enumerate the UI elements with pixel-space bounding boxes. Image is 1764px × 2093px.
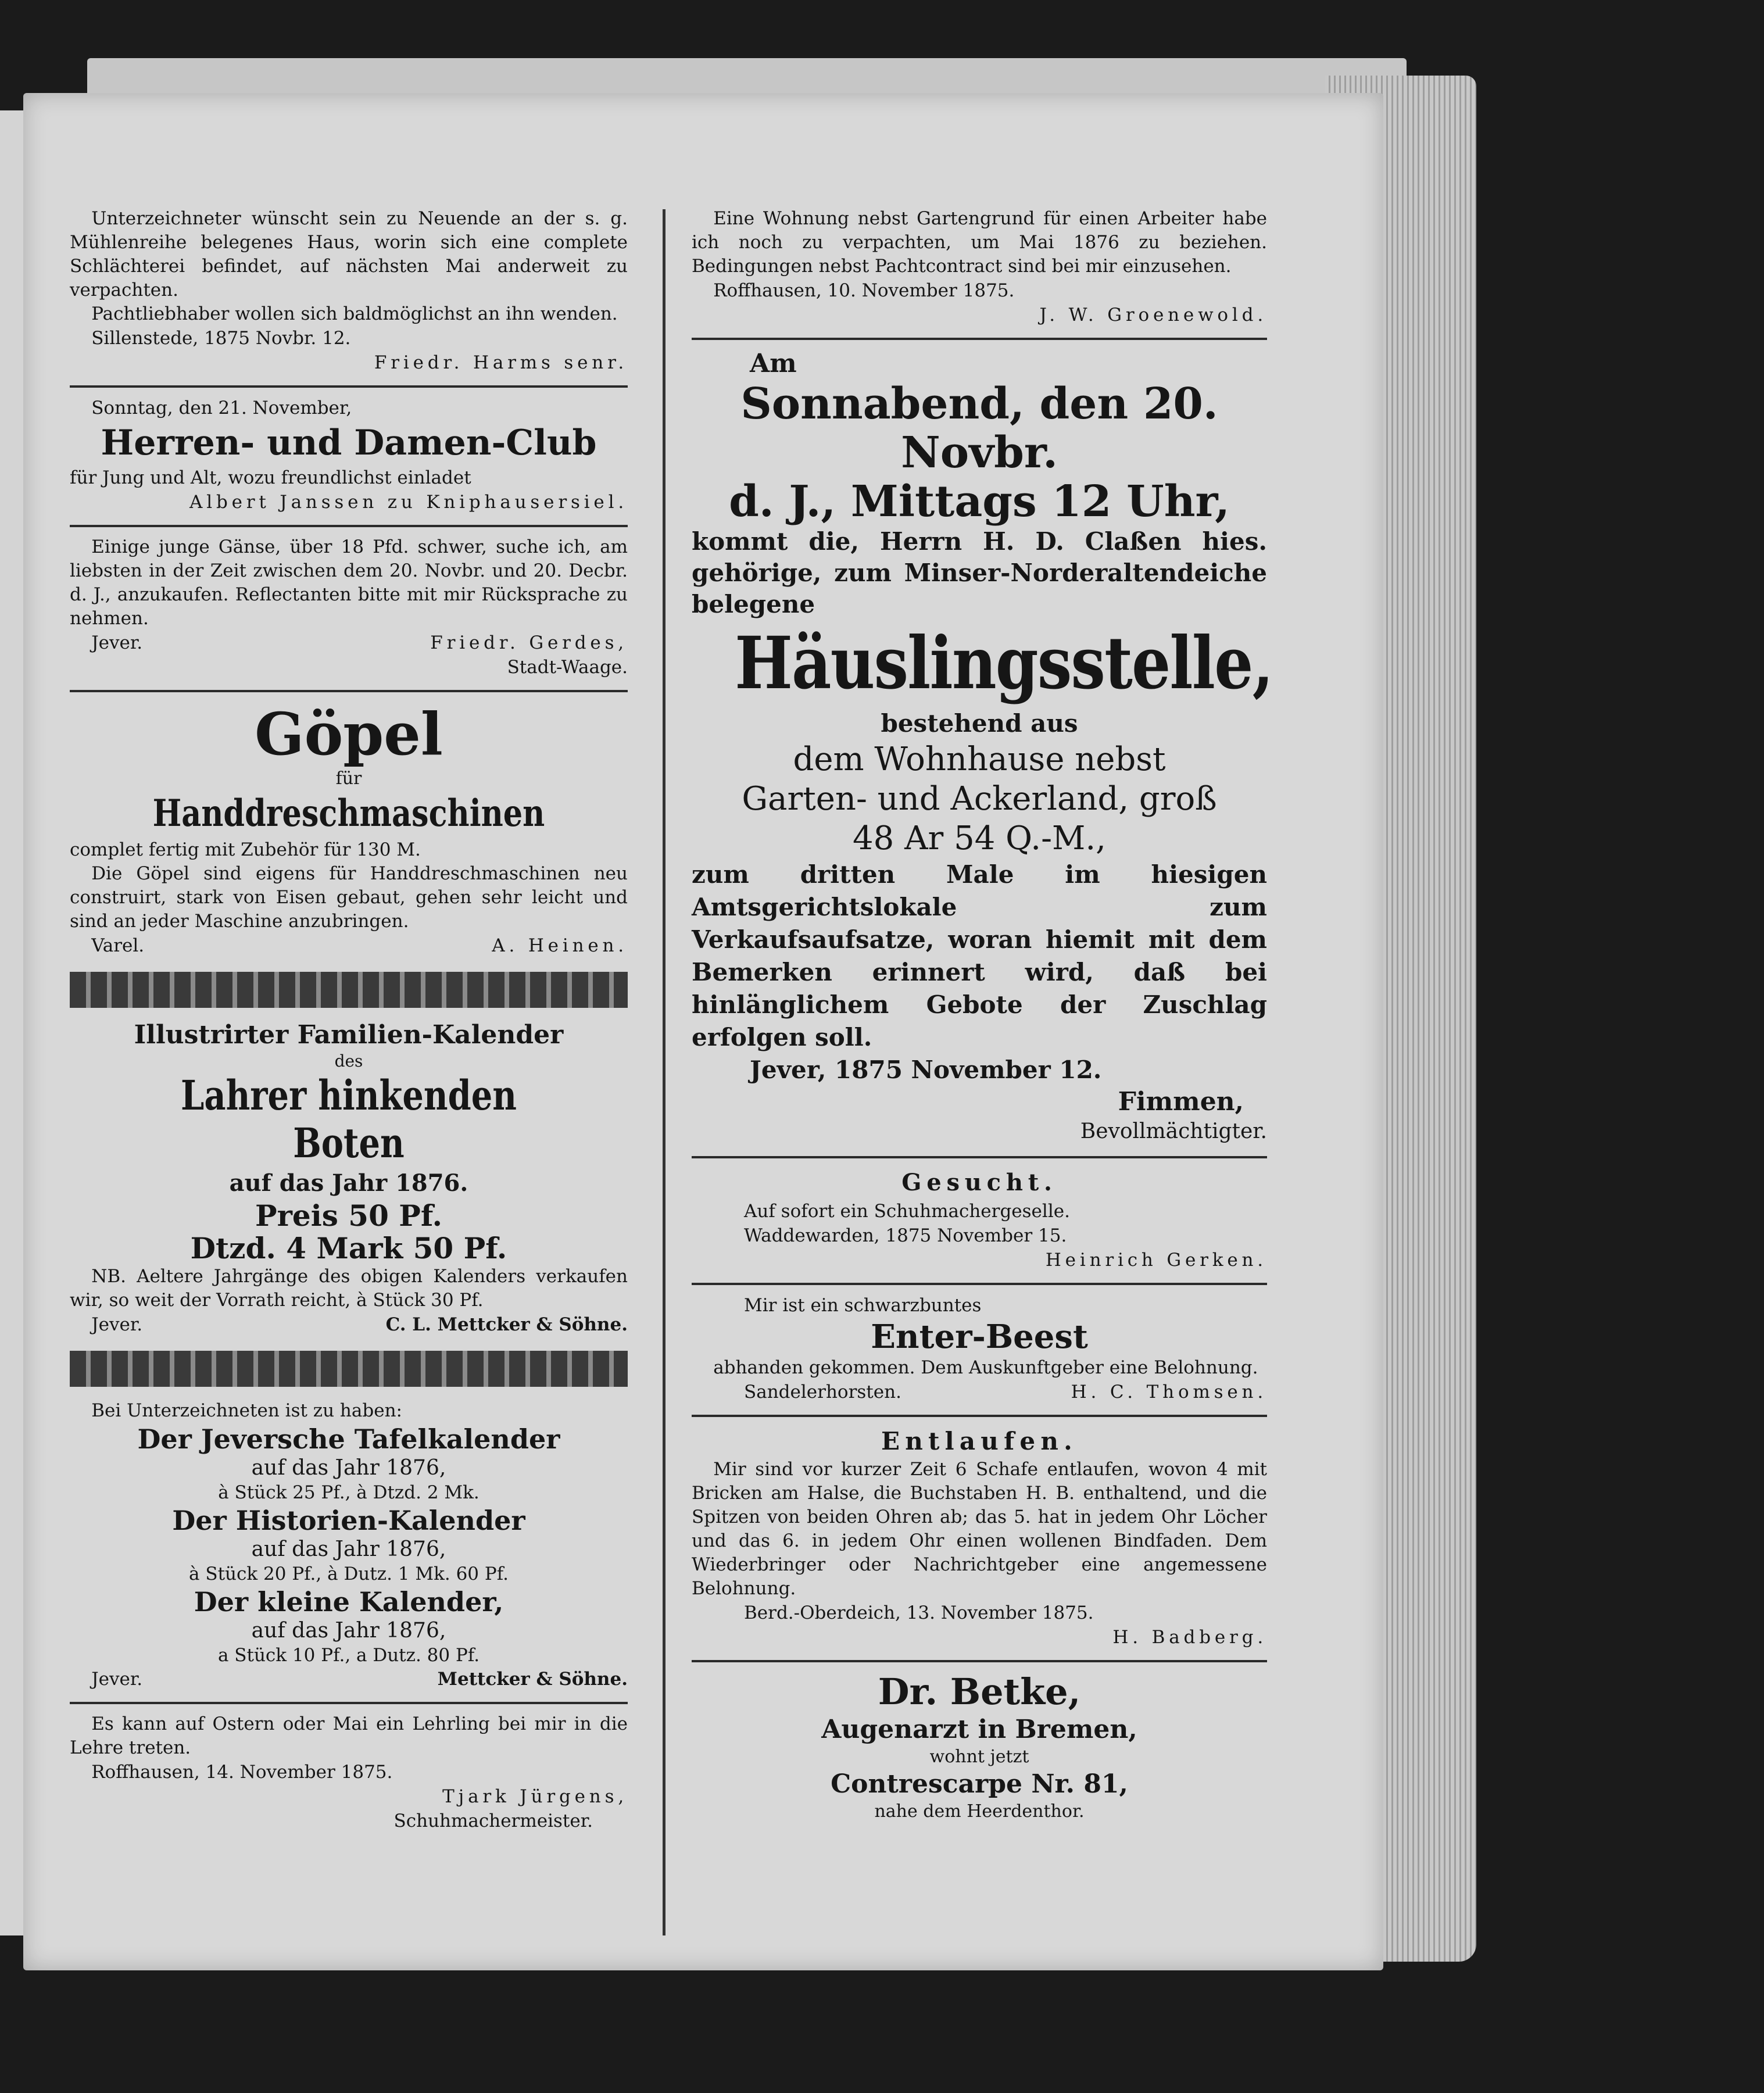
- ad-calendars-list: [70, 1395, 628, 1697]
- ad-line: Contrescarpe Nr. 81,: [831, 1769, 1128, 1799]
- ad-geese: [70, 532, 628, 685]
- ad-text: kommt die, Herrn H. D. Claßen hies. gehörige, zum Minser-Norderaltendeiche belegene: [692, 527, 1267, 618]
- ad-text: Auf sofort ein Schuhmachergeselle.: [744, 1201, 1070, 1222]
- ad-text: Es kann auf Ostern oder Mai ein Lehrling bei mir in die Lehre treten.: [70, 1713, 628, 1758]
- ad-note: NB. Aeltere Jahrgänge des obigen Kalenders verkaufen wir, so weit der Vorrath reicht, à Stück 30 Pf.: [70, 1266, 628, 1311]
- divider: [692, 1156, 1267, 1158]
- signature: Albert Janssen zu Kniphausersiel.: [189, 492, 628, 513]
- item-title: Der Jeversche Tafelkalender: [137, 1423, 560, 1455]
- divider: [70, 525, 628, 527]
- signature: J. W. Groenewold.: [1039, 305, 1267, 325]
- place: Jever.: [91, 1314, 143, 1335]
- item-year: auf das Jahr 1876,: [251, 1619, 446, 1643]
- ad-title: Göpel: [255, 700, 443, 768]
- price-line: Preis 50 Pf.: [255, 1198, 443, 1233]
- place: Jever.: [91, 1669, 143, 1690]
- divider: [692, 338, 1267, 340]
- ad-line: Garten- und Ackerland, groß: [742, 780, 1217, 818]
- ad-club: [70, 392, 628, 520]
- signature: Tjark Jürgens,: [442, 1786, 628, 1807]
- ad-headline: d. J., Mittags 12 Uhr,: [729, 477, 1230, 527]
- ad-goepel: [70, 697, 628, 964]
- item-title: Der Historien-Kalender: [172, 1505, 525, 1536]
- ad-text: Unterzeichneter wünscht sein zu Neuende an der s. g. Mühlenreihe belegenes Haus, worin sich eine complete Schlächterei befindet, auf nächsten Mai anderweit zu verpachten.: [70, 208, 628, 300]
- ad-apprentice: [70, 1709, 628, 1839]
- signature-title: Schuhmachermeister.: [393, 1811, 593, 1831]
- ad-text: Mir sind vor kurzer Zeit 6 Schafe entlaufen, wovon 4 mit Bricken am Halse, die Buchstaben H. B. enthaltend, und die Spitzen von beiden Ohren ab; das 5. hat in jedem Ohr Löcher und das 6. in jedem Ohr einen wollenen Bindfaden. Dem Wiederbringer oder Nachrichtgeber eine angemessene Belohnung.: [692, 1459, 1267, 1599]
- ad-title: Enter-Beest: [871, 1318, 1088, 1356]
- signature-title: Bevollmächtigter.: [1080, 1119, 1267, 1143]
- ad-text: zum dritten Male im hiesigen Amtsgerichtslokale zum Verkaufsaufsatze, woran hiemit mit dem Bemerken erinnert wird, daß bei hinlänglichem Gebote der Zuschlag erfolgen soll.: [692, 860, 1267, 1051]
- divider: [70, 690, 628, 692]
- divider: [70, 1702, 628, 1704]
- ad-line: Am: [750, 349, 797, 378]
- item-price: à Stück 20 Pf., à Dutz. 1 Mk. 60 Pf.: [189, 1564, 509, 1584]
- ad-text: Eine Wohnung nebst Gartengrund für einen Arbeiter habe ich noch zu verpachten, um Mai 1876 zu beziehen. Bedingungen nebst Pachtcontract sind bei mir einzusehen.: [692, 208, 1267, 277]
- place: Varel.: [91, 935, 145, 956]
- ad-text: Einige junge Gänse, über 18 Pfd. schwer, suche ich, am liebsten in der Zeit zwischen dem 20. Novbr. und 20. Decbr. d. J., anzukaufen. Reflectanten bitte mit mir Rücksprache zu nehmen.: [70, 536, 628, 629]
- ad-line: complet fertig mit Zubehör für 130 M.: [70, 839, 421, 860]
- item-year: auf das Jahr 1876,: [251, 1456, 446, 1480]
- ad-line: Mir ist ein schwarzbuntes: [744, 1295, 982, 1316]
- signature-title: Stadt-Waage.: [507, 657, 628, 678]
- ad-doctor: [692, 1667, 1267, 1829]
- ad-title: Illustrirter Familien-Kalender: [134, 1020, 564, 1050]
- price-line: Dtzd. 4 Mark 50 Pf.: [190, 1231, 507, 1265]
- ad-line: für Jung und Alt, wozu freundlichst einladet: [70, 467, 471, 488]
- place-date: Roffhausen, 10. November 1875.: [713, 280, 1015, 301]
- ad-line: dem Wohnhause nebst: [793, 740, 1166, 778]
- column-divider: [663, 209, 665, 1935]
- ad-title: Dr. Betke,: [878, 1670, 1081, 1713]
- signature: Fimmen,: [1118, 1087, 1244, 1117]
- ad-title: Herren- und Damen-Club: [101, 423, 597, 463]
- ad-title: Entlaufen.: [881, 1427, 1078, 1455]
- ad-runaway-sheep: [692, 1422, 1267, 1655]
- ad-lost-animal: [692, 1290, 1267, 1410]
- ornament-bar: [70, 1351, 628, 1387]
- place-date: Sillenstede, 1875 Novbr. 12.: [91, 328, 351, 349]
- ad-line: auf das Jahr 1876.: [229, 1169, 468, 1197]
- ad-line: Augenarzt in Bremen,: [821, 1715, 1137, 1744]
- ad-wanted: [692, 1163, 1267, 1278]
- ad-line: des: [334, 1051, 363, 1071]
- ad-house-lease: [70, 203, 628, 381]
- item-price: à Stück 25 Pf., à Dtzd. 2 Mk.: [218, 1482, 480, 1503]
- place: Sandelerhorsten.: [744, 1382, 901, 1403]
- item-price: a Stück 10 Pf., a Dutz. 80 Pf.: [217, 1645, 480, 1666]
- signature: C. L. Mettcker & Söhne.: [385, 1314, 628, 1335]
- ornament-bar: [70, 972, 628, 1008]
- place-date: Berd.-Oberdeich, 13. November 1875.: [744, 1602, 1094, 1623]
- ad-line: für: [335, 768, 362, 789]
- signature: Heinrich Gerken.: [1045, 1250, 1267, 1271]
- ad-line: nahe dem Heerdenthor.: [874, 1801, 1085, 1822]
- right-column: [692, 203, 1273, 1829]
- signature: H. Badberg.: [1112, 1627, 1267, 1648]
- divider: [692, 1415, 1267, 1417]
- divider: [70, 385, 628, 388]
- left-column: [70, 203, 628, 1839]
- ad-apartment: [692, 203, 1267, 333]
- ad-subtitle: Handdreschmaschinen: [152, 792, 545, 835]
- item-title: Der kleine Kalender,: [194, 1586, 504, 1618]
- place-date: Waddewarden, 1875 November 15.: [744, 1225, 1067, 1246]
- ad-text: Die Göpel sind eigens für Handdreschmaschinen neu construirt, stark von Eisen gebaut, gehen sehr leicht und sind an jeder Maschine anzubringen.: [70, 863, 628, 932]
- ad-text: Pachtliebhaber wollen sich baldmöglichst an ihn wenden.: [91, 303, 618, 324]
- ad-headline: Sonnabend, den 20. Novbr.: [740, 379, 1218, 478]
- signature: A. Heinen.: [492, 935, 628, 956]
- signature: Friedr. Gerdes,: [430, 632, 628, 653]
- place-date: Roffhausen, 14. November 1875.: [91, 1762, 393, 1783]
- signature: Mettcker & Söhne.: [437, 1669, 628, 1690]
- divider: [692, 1660, 1267, 1662]
- ad-text: abhanden gekommen. Dem Auskunftgeber eine Belohnung.: [713, 1357, 1258, 1378]
- item-year: auf das Jahr 1876,: [251, 1537, 446, 1561]
- signature: H. C. Thomsen.: [1071, 1382, 1267, 1403]
- divider: [692, 1283, 1267, 1285]
- ad-title: Häuslingsstelle,: [735, 621, 1273, 706]
- place: Jever.: [91, 632, 143, 653]
- ad-calendar: [70, 1016, 628, 1343]
- ad-title: Gesucht.: [901, 1169, 1057, 1196]
- ad-line: Bei Unterzeichneten ist zu haben:: [91, 1400, 402, 1421]
- date: Sonntag, den 21. November,: [91, 398, 352, 418]
- ad-line: 48 Ar 54 Q.-M.,: [853, 820, 1106, 857]
- ad-subtitle: Lahrer hinkenden Boten: [181, 1071, 517, 1167]
- ad-auction: [692, 345, 1273, 1151]
- signature: Friedr. Harms senr.: [374, 352, 628, 373]
- place-date: Jever, 1875 November 12.: [750, 1056, 1102, 1084]
- ad-line: bestehend aus: [881, 709, 1078, 738]
- ad-line: wohnt jetzt: [929, 1747, 1029, 1767]
